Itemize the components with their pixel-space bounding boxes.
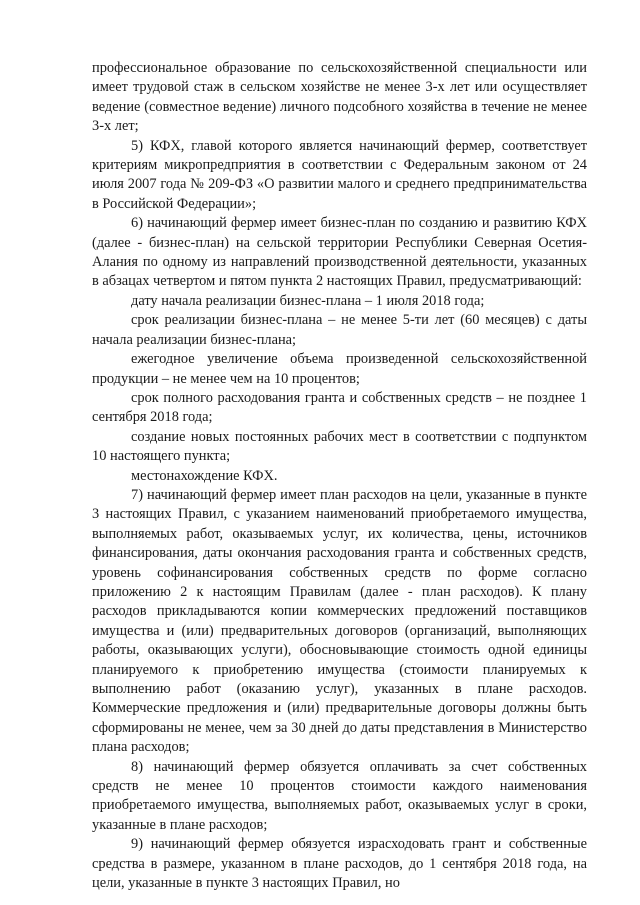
document-body — [92, 59, 587, 893]
paragraph-item-7: 7) начинающий фермер имеет план расходов на цели, указанные в пункте 3 настоящих Правил, с указанием наименований приобретаемого имущества, выполняемых работ, оказываемых услуг, их количества, цены, источников финансирования, даты окончания расходования гранта и собственных средств, уровень софинансирования собственных средств по форме согласно приложению 2 к настоящим Правилам (далее - план расходов). К плану расходов прикладываются копии коммерческих предложений поставщиков имущества и (или) предварительных договоров (организаций, выполняющих работы, оказывающих услуги), обосновывающие стоимость одной единицы планируемого к приобретению имущества (стоимости планируемых к выполнению работ (оказанию услуг), указанных в плане расходов. Коммерческие предложения и (или) предварительные договоры должны быть сформированы не менее, чем за 30 дней до даты представления в Министерство плана расходов; — [92, 486, 587, 756]
paragraph-location: местонахождение КФХ. — [131, 467, 278, 484]
paragraph-item-5: 5) КФХ, главой которого является начинающий фермер, соответствует критериям микропредприятия в соответствии с Федеральным законом от 24 июля 2007 года № 209-ФЗ «О развитии малого и среднего предпринимательства в Российской Федерации»; — [92, 137, 587, 212]
paragraph-item-6: 6) начинающий фермер имеет бизнес-план по созданию и развитию КФХ (далее - бизнес-план) на сельской территории Республики Северная Осетия-Алания по одному из направлений производственной деятельности, указанных в абзацах четвертом и пятом пункта 2 настоящих Правил, предусматривающий: — [92, 215, 587, 290]
paragraph-item-8: 8) начинающий фермер обязуется оплачивать за счет собственных средств не менее 10 процентов стоимости каждого наименования приобретаемого имущества, выполняемых работ, оказываемых услуг в сроки, указанные в плане расходов; — [92, 758, 587, 833]
paragraph-duration: срок реализации бизнес-плана – не менее 5-ти лет (60 месяцев) с даты начала реализации бизнес-плана; — [92, 312, 587, 348]
paragraph-new-jobs: создание новых постоянных рабочих мест в соответствии с подпунктом 10 настоящего пункта; — [92, 428, 587, 465]
paragraph-start-date: дату начала реализации бизнес-плана – 1 июля 2018 года; — [131, 292, 485, 309]
paragraph-spending-deadline: срок полного расходования гранта и собственных средств – не позднее 1 сентября 2018 года; — [92, 389, 587, 426]
paragraph-continuation: профессиональное образование по сельскохозяйственной специальности или имеет трудовой стаж в сельском хозяйстве не менее 3-х лет или осуществляет ведение (совместное ведение) личного подсобного хозяйства в течение не менее 3-х лет; — [92, 60, 587, 135]
paragraph-item-9: 9) начинающий фермер обязуется израсходовать грант и собственные средства в размере, указанном в плане расходов, до 1 сентября 2018 года, на цели, указанные в пункте 3 настоящих Правил, но — [92, 836, 587, 892]
paragraph-annual-increase: ежегодное увеличение объема произведенной сельскохозяйственной продукции – не менее чем на 10 процентов; — [92, 351, 587, 387]
